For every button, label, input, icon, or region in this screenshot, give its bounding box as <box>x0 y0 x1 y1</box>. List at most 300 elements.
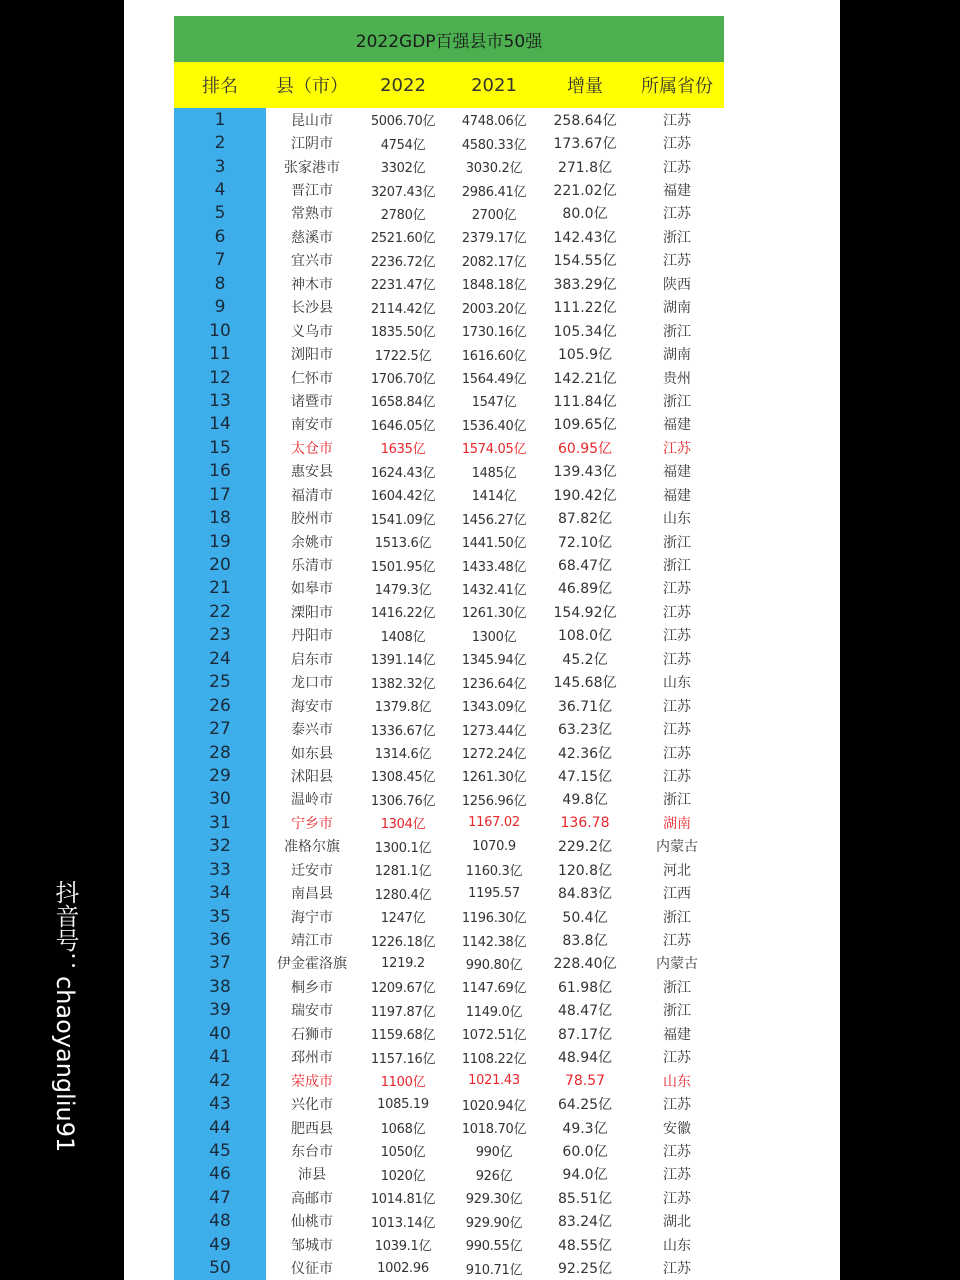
cell-gdp-2021: 1485亿 <box>471 465 517 481</box>
cell-county: 惠安县 <box>291 464 333 481</box>
cell-county: 温岭市 <box>291 792 333 809</box>
cell-rank: 9 <box>174 296 266 319</box>
cell-gdp-2022: 1039.1亿 <box>374 1239 432 1255</box>
page <box>124 0 840 1280</box>
cell-gdp-2022: 1624.43亿 <box>370 465 436 481</box>
table-row <box>174 928 724 951</box>
cell-province: 江苏 <box>663 698 691 715</box>
cell-county: 荣成市 <box>291 1073 333 1090</box>
cell-increase: 64.25亿 <box>557 1097 613 1114</box>
table-row <box>174 600 724 623</box>
cell-gdp-2021: 926亿 <box>475 1168 513 1184</box>
table-row <box>174 225 724 248</box>
table-row <box>174 999 724 1022</box>
cell-gdp-2022: 1314.6亿 <box>374 747 432 763</box>
cell-province: 福建 <box>663 1026 691 1043</box>
table-row <box>174 178 724 201</box>
table-row <box>174 975 724 998</box>
cell-rank: 6 <box>174 225 266 248</box>
table-row <box>174 296 724 319</box>
cell-increase: 80.0亿 <box>562 206 608 223</box>
table-row <box>174 202 724 225</box>
table-row <box>174 460 724 483</box>
cell-province: 浙江 <box>663 393 691 410</box>
cell-gdp-2021: 1108.22亿 <box>461 1051 527 1067</box>
cell-increase: 61.98亿 <box>557 979 613 996</box>
cell-province: 河北 <box>663 862 691 879</box>
cell-increase: 105.34亿 <box>553 323 617 340</box>
cell-gdp-2021: 910.71亿 <box>465 1262 523 1278</box>
table-row <box>174 413 724 436</box>
table-row <box>174 1116 724 1139</box>
cell-province: 山东 <box>663 675 691 692</box>
cell-county: 肥西县 <box>291 1120 333 1137</box>
table-row <box>174 764 724 787</box>
cell-gdp-2021: 1432.41亿 <box>461 582 527 598</box>
cell-rank: 7 <box>174 249 266 272</box>
cell-county: 泰兴市 <box>291 722 333 739</box>
cell-county: 如东县 <box>291 745 333 762</box>
cell-county: 余姚市 <box>291 534 333 551</box>
cell-gdp-2021: 1616.60亿 <box>461 348 527 364</box>
cell-gdp-2022: 2114.42亿 <box>370 301 436 317</box>
table-body <box>174 108 724 1280</box>
cell-gdp-2022: 3302亿 <box>380 161 426 177</box>
cell-gdp-2021: 1414亿 <box>471 489 517 505</box>
cell-gdp-2022: 1408亿 <box>380 629 426 645</box>
cell-county: 邹城市 <box>291 1237 333 1254</box>
table-row <box>174 671 724 694</box>
cell-rank: 46 <box>174 1163 266 1186</box>
gdp-table <box>174 16 724 1280</box>
cell-increase: 228.40亿 <box>553 956 617 973</box>
cell-increase: 42.36亿 <box>557 745 613 762</box>
cell-rank: 37 <box>174 952 266 975</box>
cell-gdp-2021: 1261.30亿 <box>461 770 527 786</box>
cell-county: 胶州市 <box>291 511 333 528</box>
cell-gdp-2021: 990亿 <box>475 1145 513 1161</box>
cell-province: 浙江 <box>663 229 691 246</box>
cell-county: 石狮市 <box>291 1026 333 1043</box>
cell-county: 仪征市 <box>291 1261 333 1278</box>
table-row <box>174 717 724 740</box>
cell-gdp-2022: 1501.95亿 <box>370 559 436 575</box>
cell-increase: 154.92亿 <box>553 604 617 621</box>
cell-province: 江苏 <box>663 933 691 950</box>
cell-gdp-2022: 1013.14亿 <box>370 1215 436 1231</box>
cell-increase: 50.4亿 <box>562 909 608 926</box>
cell-gdp-2022: 1416.22亿 <box>370 606 436 622</box>
table-header <box>174 62 724 108</box>
cell-gdp-2021: 1441.50亿 <box>461 536 527 552</box>
cell-gdp-2021: 1536.40亿 <box>461 418 527 434</box>
cell-county: 迁安市 <box>291 862 333 879</box>
cell-county: 张家港市 <box>284 159 340 176</box>
cell-gdp-2022: 1100亿 <box>380 1075 426 1091</box>
cell-rank: 26 <box>174 694 266 717</box>
cell-increase: 48.94亿 <box>557 1050 613 1067</box>
cell-increase: 83.24亿 <box>557 1214 613 1231</box>
cell-gdp-2022: 1300.1亿 <box>374 840 432 856</box>
watermark: 抖音号：chaoyangliu91 <box>51 880 79 1153</box>
cell-province: 江苏 <box>663 112 691 129</box>
cell-rank: 11 <box>174 342 266 365</box>
cell-county: 龙口市 <box>291 675 333 692</box>
table-row <box>174 1233 724 1256</box>
table-row <box>174 1069 724 1092</box>
cell-rank: 16 <box>174 460 266 483</box>
cell-province: 湖北 <box>663 1214 691 1231</box>
cell-gdp-2021: 1261.30亿 <box>461 606 527 622</box>
cell-county: 海宁市 <box>291 909 333 926</box>
cell-gdp-2022: 1336.67亿 <box>370 723 436 739</box>
cell-county: 义乌市 <box>291 323 333 340</box>
cell-county: 靖江市 <box>291 933 333 950</box>
cell-gdp-2021: 1236.64亿 <box>461 676 527 692</box>
cell-province: 山东 <box>663 511 691 528</box>
cell-county: 慈溪市 <box>291 229 333 246</box>
cell-gdp-2021: 2986.41亿 <box>461 184 527 200</box>
table-row <box>174 952 724 975</box>
table-row <box>174 272 724 295</box>
cell-rank: 28 <box>174 741 266 764</box>
header-2021: 2021 <box>471 74 517 96</box>
cell-gdp-2021: 1020.94亿 <box>461 1098 527 1114</box>
cell-province: 浙江 <box>663 909 691 926</box>
table-row <box>174 506 724 529</box>
table-title: 2022GDP百强县市50强 <box>174 16 724 62</box>
cell-province: 福建 <box>663 487 691 504</box>
cell-rank: 5 <box>174 202 266 225</box>
cell-gdp-2021: 2379.17亿 <box>461 231 527 247</box>
cell-county: 伊金霍洛旗 <box>277 956 347 973</box>
cell-county: 神木市 <box>291 276 333 293</box>
cell-gdp-2022: 1280.4亿 <box>374 887 432 903</box>
cell-province: 浙江 <box>663 979 691 996</box>
cell-gdp-2021: 1300亿 <box>471 629 517 645</box>
cell-gdp-2022: 2780亿 <box>380 207 426 223</box>
cell-county: 太仓市 <box>291 440 333 457</box>
cell-rank: 45 <box>174 1139 266 1162</box>
cell-rank: 10 <box>174 319 266 342</box>
cell-gdp-2022: 1219.2 <box>381 955 425 971</box>
cell-increase: 142.21亿 <box>553 370 617 387</box>
cell-increase: 84.83亿 <box>557 886 613 903</box>
cell-gdp-2021: 1147.69亿 <box>461 981 527 997</box>
cell-county: 邳州市 <box>291 1050 333 1067</box>
cell-county: 宜兴市 <box>291 253 333 270</box>
table-row <box>174 1046 724 1069</box>
cell-rank: 41 <box>174 1046 266 1069</box>
cell-gdp-2021: 1142.38亿 <box>461 934 527 950</box>
table-row <box>174 1186 724 1209</box>
cell-province: 山东 <box>663 1073 691 1090</box>
cell-gdp-2022: 1002.96 <box>377 1260 429 1276</box>
cell-gdp-2021: 1574.05亿 <box>461 442 527 458</box>
cell-gdp-2022: 1604.42亿 <box>370 489 436 505</box>
cell-increase: 36.71亿 <box>557 698 613 715</box>
table-row <box>174 131 724 154</box>
cell-increase: 60.0亿 <box>562 1143 608 1160</box>
cell-rank: 49 <box>174 1233 266 1256</box>
table-row <box>174 1163 724 1186</box>
cell-province: 江苏 <box>663 722 691 739</box>
cell-county: 晋江市 <box>291 183 333 200</box>
cell-province: 福建 <box>663 183 691 200</box>
cell-gdp-2022: 1722.5亿 <box>374 348 432 364</box>
cell-county: 福清市 <box>291 487 333 504</box>
cell-gdp-2022: 2231.47亿 <box>370 278 436 294</box>
cell-rank: 21 <box>174 577 266 600</box>
cell-gdp-2021: 3030.2亿 <box>465 161 523 177</box>
cell-rank: 23 <box>174 624 266 647</box>
cell-gdp-2021: 1547亿 <box>471 395 517 411</box>
cell-increase: 87.17亿 <box>557 1026 613 1043</box>
cell-gdp-2022: 1635亿 <box>380 442 426 458</box>
table-row <box>174 1139 724 1162</box>
cell-gdp-2022: 1157.16亿 <box>370 1051 436 1067</box>
cell-increase: 68.47亿 <box>557 558 613 575</box>
cell-province: 江苏 <box>663 1097 691 1114</box>
table-row <box>174 530 724 553</box>
cell-gdp-2021: 1343.09亿 <box>461 700 527 716</box>
cell-increase: 45.2亿 <box>562 651 608 668</box>
cell-gdp-2021: 1149.0亿 <box>465 1004 523 1020</box>
cell-province: 贵州 <box>663 370 691 387</box>
cell-rank: 48 <box>174 1210 266 1233</box>
cell-rank: 38 <box>174 975 266 998</box>
cell-gdp-2022: 2236.72亿 <box>370 254 436 270</box>
cell-gdp-2021: 1072.51亿 <box>461 1028 527 1044</box>
cell-gdp-2021: 1195.57 <box>468 885 520 901</box>
cell-gdp-2021: 1730.16亿 <box>461 325 527 341</box>
cell-rank: 39 <box>174 999 266 1022</box>
cell-increase: 48.55亿 <box>557 1237 613 1254</box>
cell-province: 安徽 <box>663 1120 691 1137</box>
cell-gdp-2022: 5006.70亿 <box>370 114 436 130</box>
cell-rank: 27 <box>174 717 266 740</box>
cell-gdp-2022: 1247亿 <box>380 911 426 927</box>
cell-increase: 139.43亿 <box>553 464 617 481</box>
cell-province: 江苏 <box>663 745 691 762</box>
cell-increase: 78.57 <box>564 1072 606 1089</box>
cell-county: 仁怀市 <box>291 370 333 387</box>
cell-county: 启东市 <box>291 651 333 668</box>
cell-gdp-2022: 1209.67亿 <box>370 981 436 997</box>
cell-rank: 35 <box>174 905 266 928</box>
cell-county: 高邮市 <box>291 1190 333 1207</box>
cell-increase: 94.0亿 <box>562 1167 608 1184</box>
cell-gdp-2022: 1304亿 <box>380 817 426 833</box>
cell-increase: 48.47亿 <box>557 1003 613 1020</box>
table-row <box>174 249 724 272</box>
cell-gdp-2022: 1658.84亿 <box>370 395 436 411</box>
cell-county: 东台市 <box>291 1143 333 1160</box>
cell-province: 福建 <box>663 417 691 434</box>
cell-increase: 85.51亿 <box>557 1190 613 1207</box>
cell-gdp-2021: 1564.49亿 <box>461 372 527 388</box>
cell-gdp-2022: 1050亿 <box>380 1145 426 1161</box>
cell-increase: 145.68亿 <box>553 675 617 692</box>
cell-county: 浏阳市 <box>291 347 333 364</box>
cell-rank: 4 <box>174 178 266 201</box>
cell-province: 湖南 <box>663 815 691 832</box>
cell-county: 宁乡市 <box>291 815 333 832</box>
table-row <box>174 1022 724 1045</box>
cell-gdp-2022: 1646.05亿 <box>370 418 436 434</box>
table-row <box>174 155 724 178</box>
cell-province: 江苏 <box>663 604 691 621</box>
cell-increase: 83.8亿 <box>562 933 608 950</box>
cell-county: 沛县 <box>298 1167 326 1184</box>
cell-county: 江阴市 <box>291 136 333 153</box>
cell-county: 沭阳县 <box>291 768 333 785</box>
table-row <box>174 835 724 858</box>
cell-increase: 109.65亿 <box>553 417 617 434</box>
cell-county: 长沙县 <box>291 300 333 317</box>
cell-province: 江苏 <box>663 1050 691 1067</box>
cell-increase: 105.9亿 <box>557 347 613 364</box>
cell-province: 江苏 <box>663 206 691 223</box>
cell-gdp-2022: 2521.60亿 <box>370 231 436 247</box>
cell-county: 瑞安市 <box>291 1003 333 1020</box>
table-row <box>174 624 724 647</box>
cell-gdp-2021: 1273.44亿 <box>461 723 527 739</box>
cell-gdp-2022: 1308.45亿 <box>370 770 436 786</box>
cell-increase: 49.8亿 <box>562 792 608 809</box>
cell-county: 兴化市 <box>291 1097 333 1114</box>
cell-gdp-2022: 1085.19 <box>377 1096 429 1112</box>
cell-province: 江西 <box>663 886 691 903</box>
table-row <box>174 1256 724 1279</box>
cell-rank: 33 <box>174 858 266 881</box>
cell-county: 桐乡市 <box>291 979 333 996</box>
cell-rank: 31 <box>174 811 266 834</box>
cell-increase: 173.67亿 <box>553 136 617 153</box>
cell-increase: 46.89亿 <box>557 581 613 598</box>
table-row <box>174 647 724 670</box>
table-row <box>174 342 724 365</box>
cell-province: 江苏 <box>663 159 691 176</box>
table-row <box>174 553 724 576</box>
cell-province: 江苏 <box>663 1143 691 1160</box>
cell-increase: 63.23亿 <box>557 722 613 739</box>
cell-gdp-2021: 2003.20亿 <box>461 301 527 317</box>
cell-rank: 18 <box>174 506 266 529</box>
cell-gdp-2022: 1226.18亿 <box>370 934 436 950</box>
cell-gdp-2022: 1068亿 <box>380 1122 426 1138</box>
table-row <box>174 483 724 506</box>
cell-increase: 258.64亿 <box>553 112 617 129</box>
cell-gdp-2022: 1835.50亿 <box>370 325 436 341</box>
cell-province: 江苏 <box>663 1190 691 1207</box>
cell-rank: 1 <box>174 108 266 131</box>
cell-county: 溧阳市 <box>291 604 333 621</box>
cell-rank: 32 <box>174 835 266 858</box>
cell-rank: 2 <box>174 131 266 154</box>
cell-province: 江苏 <box>663 1261 691 1278</box>
table-row <box>174 389 724 412</box>
cell-gdp-2021: 1345.94亿 <box>461 653 527 669</box>
cell-gdp-2021: 1272.24亿 <box>461 747 527 763</box>
cell-county: 丹阳市 <box>291 628 333 645</box>
cell-rank: 14 <box>174 413 266 436</box>
table-row <box>174 319 724 342</box>
cell-county: 乐清市 <box>291 558 333 575</box>
cell-gdp-2021: 1018.70亿 <box>461 1122 527 1138</box>
cell-province: 江苏 <box>663 440 691 457</box>
cell-increase: 49.3亿 <box>562 1120 608 1137</box>
cell-province: 湖南 <box>663 347 691 364</box>
cell-rank: 43 <box>174 1092 266 1115</box>
cell-county: 海安市 <box>291 698 333 715</box>
cell-rank: 50 <box>174 1256 266 1279</box>
cell-gdp-2021: 990.55亿 <box>465 1239 523 1255</box>
cell-increase: 136.78 <box>560 814 610 831</box>
table-row <box>174 1092 724 1115</box>
cell-increase: 47.15亿 <box>557 768 613 785</box>
cell-province: 浙江 <box>663 792 691 809</box>
cell-gdp-2022: 1014.81亿 <box>370 1192 436 1208</box>
cell-county: 南昌县 <box>291 886 333 903</box>
cell-rank: 15 <box>174 436 266 459</box>
cell-gdp-2022: 1391.14亿 <box>370 653 436 669</box>
header-rank: 排名 <box>202 76 238 97</box>
header-province: 所属省份 <box>641 76 713 97</box>
cell-gdp-2021: 929.90亿 <box>465 1215 523 1231</box>
header-increase: 增量 <box>567 76 603 97</box>
cell-province: 陕西 <box>663 276 691 293</box>
cell-increase: 60.95亿 <box>557 440 613 457</box>
cell-gdp-2022: 1197.87亿 <box>370 1004 436 1020</box>
cell-rank: 42 <box>174 1069 266 1092</box>
cell-province: 山东 <box>663 1237 691 1254</box>
cell-gdp-2021: 2700亿 <box>471 207 517 223</box>
cell-rank: 25 <box>174 671 266 694</box>
cell-rank: 19 <box>174 530 266 553</box>
cell-gdp-2021: 4748.06亿 <box>461 114 527 130</box>
cell-gdp-2022: 1379.8亿 <box>374 700 432 716</box>
cell-increase: 120.8亿 <box>557 862 613 879</box>
cell-increase: 271.8亿 <box>557 159 613 176</box>
cell-gdp-2021: 4580.33亿 <box>461 137 527 153</box>
cell-rank: 44 <box>174 1116 266 1139</box>
header-county: 县（市） <box>276 76 348 97</box>
cell-gdp-2022: 1382.32亿 <box>370 676 436 692</box>
cell-county: 诸暨市 <box>291 393 333 410</box>
cell-increase: 229.2亿 <box>557 839 613 856</box>
cell-province: 浙江 <box>663 558 691 575</box>
cell-gdp-2021: 1167.02 <box>468 815 520 831</box>
cell-increase: 72.10亿 <box>557 534 613 551</box>
table-row <box>174 881 724 904</box>
cell-province: 浙江 <box>663 323 691 340</box>
table-row <box>174 694 724 717</box>
cell-gdp-2022: 1706.70亿 <box>370 372 436 388</box>
cell-gdp-2021: 1456.27亿 <box>461 512 527 528</box>
cell-province: 江苏 <box>663 1167 691 1184</box>
cell-gdp-2022: 1479.3亿 <box>374 582 432 598</box>
cell-increase: 154.55亿 <box>553 253 617 270</box>
table-row <box>174 366 724 389</box>
table-row <box>174 577 724 600</box>
cell-rank: 30 <box>174 788 266 811</box>
cell-rank: 29 <box>174 764 266 787</box>
cell-gdp-2021: 1256.96亿 <box>461 793 527 809</box>
cell-increase: 383.29亿 <box>553 276 617 293</box>
cell-province: 江苏 <box>663 628 691 645</box>
table-row <box>174 905 724 928</box>
